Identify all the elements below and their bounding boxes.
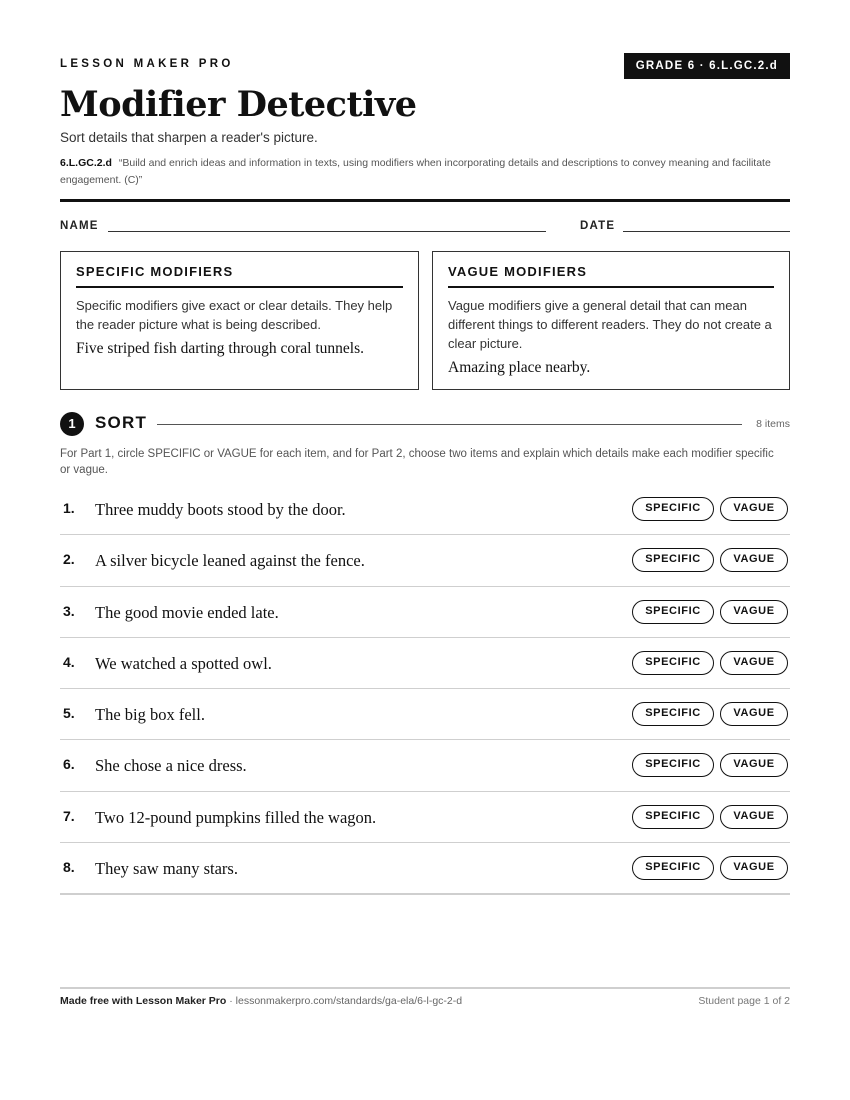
- vague-choice-button[interactable]: VAGUE: [720, 548, 788, 572]
- item-sentence: Two 12-pound pumpkins filled the wagon.: [95, 807, 377, 827]
- brand-name: LESSON MAKER PRO: [60, 58, 234, 70]
- specific-choice-button[interactable]: SPECIFIC: [632, 702, 714, 726]
- footer-credit: [60, 995, 462, 1007]
- vague-choice-button[interactable]: VAGUE: [720, 600, 788, 624]
- vague-choice-button[interactable]: VAGUE: [720, 753, 788, 777]
- item-sentence: The big box fell.: [95, 705, 205, 725]
- item-sentence: A silver bicycle leaned against the fence.: [95, 551, 365, 571]
- date-label: DATE: [580, 220, 616, 232]
- vague-modifiers-title: VAGUE MODIFIERS: [448, 264, 774, 288]
- specific-choice-button[interactable]: SPECIFIC: [632, 805, 714, 829]
- vague-choice-button[interactable]: VAGUE: [720, 651, 788, 675]
- vague-modifiers-box: [432, 251, 790, 390]
- item-number: 2.: [63, 551, 75, 568]
- list-item: [60, 484, 790, 535]
- name-field[interactable]: [108, 231, 546, 232]
- vague-modifiers-example: Amazing place nearby.: [448, 359, 591, 376]
- list-item: [60, 689, 790, 740]
- footer-made-with: Made free with Lesson Maker Pro: [60, 995, 227, 1007]
- specific-choice-button[interactable]: SPECIFIC: [632, 753, 714, 777]
- date-field[interactable]: [623, 231, 790, 232]
- list-item: [60, 638, 790, 689]
- specific-modifiers-example: Five striped fish darting through coral tunnels.: [76, 340, 364, 357]
- vague-modifiers-definition: Vague modifiers give a general detail that can mean different things to different readers. They do not create a clear picture.: [448, 298, 772, 351]
- section-number: 1: [60, 412, 84, 436]
- footer-url: · lessonmakerpro.com/standards/ga-ela/6-l-gc-2-d: [226, 995, 463, 1007]
- item-sentence: The good movie ended late.: [95, 602, 279, 622]
- item-sentence: We watched a spotted owl.: [95, 653, 272, 673]
- list-item: [60, 792, 790, 843]
- name-label: NAME: [60, 220, 99, 232]
- item-number: 8.: [63, 859, 75, 876]
- page-title: Modifier Detective: [60, 84, 417, 125]
- list-item: [60, 843, 790, 895]
- grade-standard-badge: GRADE 6 · 6.L.GC.2.d: [624, 53, 790, 79]
- vague-choice-button[interactable]: VAGUE: [720, 702, 788, 726]
- vague-choice-button[interactable]: VAGUE: [720, 856, 788, 880]
- section-title: SORT: [95, 413, 148, 432]
- standard-code: 6.L.GC.2.d: [60, 157, 112, 169]
- vague-choice-button[interactable]: VAGUE: [720, 805, 788, 829]
- standard-text: “Build and enrich ideas and information in texts, using modifiers when incorporating details and descriptions to convey meaning and facilitate engagement. (C)”: [60, 157, 771, 186]
- header-divider: [60, 199, 790, 202]
- item-number: 5.: [63, 705, 75, 722]
- item-count: 8 items: [756, 418, 790, 430]
- footer-divider: [60, 987, 790, 989]
- list-item: [60, 535, 790, 586]
- item-sentence: Three muddy boots stood by the door.: [95, 500, 346, 519]
- sort-instructions: For Part 1, circle SPECIFIC or VAGUE for each item, and for Part 2, choose two items and explain which details make each modifier specific or vague.: [60, 448, 774, 476]
- specific-modifiers-definition: Specific modifiers give exact or clear details. They help the reader picture what is being described.: [76, 298, 393, 332]
- specific-modifiers-title: SPECIFIC MODIFIERS: [76, 264, 403, 288]
- list-item: [60, 740, 790, 791]
- item-sentence: They saw many stars.: [95, 859, 238, 879]
- item-number: 3.: [63, 602, 75, 619]
- item-number: 7.: [63, 807, 75, 824]
- item-number: 6.: [63, 756, 75, 773]
- item-number: 1.: [63, 500, 75, 516]
- specific-choice-button[interactable]: SPECIFIC: [632, 600, 714, 624]
- standard-description: [60, 155, 790, 189]
- specific-choice-button[interactable]: SPECIFIC: [632, 548, 714, 572]
- vague-choice-button[interactable]: VAGUE: [720, 497, 788, 521]
- specific-choice-button[interactable]: SPECIFIC: [632, 856, 714, 880]
- item-sentence: She chose a nice dress.: [95, 756, 247, 776]
- item-list: [60, 484, 790, 895]
- item-number: 4.: [63, 653, 75, 670]
- page-subtitle: Sort details that sharpen a reader's picture.: [60, 130, 318, 145]
- specific-modifiers-box: [60, 251, 419, 390]
- section-divider: [157, 424, 742, 425]
- page-number: Student page 1 of 2: [698, 995, 790, 1007]
- specific-choice-button[interactable]: SPECIFIC: [632, 651, 714, 675]
- specific-choice-button[interactable]: SPECIFIC: [632, 497, 714, 521]
- worksheet-page: [60, 0, 790, 1100]
- list-item: [60, 587, 790, 638]
